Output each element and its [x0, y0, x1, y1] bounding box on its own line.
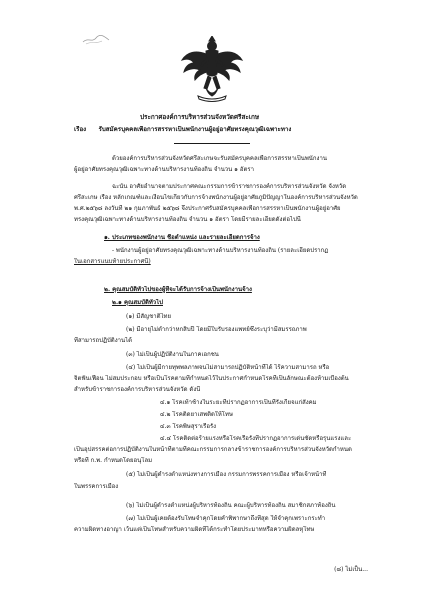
page-title: ประกาศองค์การบริหารส่วนจังหวัดศรีสะเกษ — [140, 113, 260, 121]
garuda-emblem-icon — [180, 36, 244, 104]
qualification-4-line-2: จิตฟั่นเฟือน ไม่สมประกอบ หรือเป็นโรคตามที่กำหนดไว้ในประกาศกำหนดโรคที่เป็นลักษณะต้องห้ามเบื้องต้น — [74, 375, 349, 382]
disease-3: ๔.๓ โรคพิษสุราเรื้อรัง — [160, 423, 217, 430]
qualification-1: (๑) มีสัญชาติไทย — [126, 313, 171, 320]
paragraph-2-line-2: ศรีสะเกษ เรื่อง หลักเกณฑ์และเงื่อนไขเกี่ยวกับการจ้างพนักงานผู้อยู่อาศัยภูมิปัญญาในองค์การบริหารส่วนจังหวัด — [74, 194, 358, 201]
qualification-7-line-2: ความผิดทางอาญา เว้นแต่เป็นโทษสำหรับความผิดที่ได้กระทำโดยประมาทหรือความผิดลหุโทษ — [74, 526, 315, 533]
paragraph-2-line-1: ฉะนั้น อาศัยอำนาจตามประกาศคณะกรรมการข้าราชการองค์การบริหารส่วนจังหวัด จังหวัด — [112, 183, 347, 190]
section-1-line-1: - พนักงานผู้อยู่อาศัยทรงคุณวุฒิเฉพาะทางด้านบริหารงานท้องถิ่น (รายละเอียดปรากฏ — [112, 247, 329, 254]
next-page-marker: (๘) ไม่เป็น... — [334, 566, 368, 573]
disease-4-line-1: ๔.๔ โรคติดต่อร้ายแรงหรือโรคเรื้อรังที่ปรากฏอาการเด่นชัดหรือรุนแรงและ — [160, 435, 352, 442]
disease-4-line-3: หรือที่ ก.พ. กำหนดโดยอนุโลม — [74, 457, 153, 464]
disease-2: ๔.๒ โรคติดยาเสพติดให้โทษ — [160, 411, 233, 418]
section-2-heading: ๒. คุณสมบัติทั่วไปของผู้ที่จะได้รับการจ้างเป็นพนักงานจ้าง — [104, 286, 252, 293]
subject-label: เรื่อง — [74, 126, 87, 133]
section-1-heading: ๑. ประเภทของพนักงาน ชื่อตำแหน่ง และรายละเอียดการจ้าง — [104, 234, 260, 241]
paragraph-1-line-2: ผู้อยู่อาศัยทรงคุณวุฒิเฉพาะทางด้านบริหารงานท้องถิ่น จำนวน ๑ อัตรา — [74, 166, 254, 173]
qualification-4-line-1: (๔) ไม่เป็นผู้มีกายทุพพลภาพจนไม่สามารถปฏิบัติหน้าที่ได้ ไร้ความสามารถ หรือ — [126, 364, 330, 371]
qualification-5-line-2: ในพรรคการเมือง — [74, 483, 119, 490]
paragraph-2-line-4: ทรงคุณวุฒิเฉพาะทางด้านบริหารงานท้องถิ่น จำนวน ๑ อัตรา โดยมีรายละเอียดดังต่อไปนี้ — [74, 216, 301, 223]
qualification-6: (๖) ไม่เป็นผู้ดำรงตำแหน่งผู้บริหารท้องถิ่น คณะผู้บริหารท้องถิ่น สมาชิกสภาท้องถิ่น — [126, 502, 336, 509]
qualification-2-line-1: (๒) มีอายุไม่ต่ำกว่าหกสิบปี โดยมีใบรับรองแพทย์ซึ่งระบุว่ามีสมรรถภาพ — [126, 326, 307, 333]
qualification-2-line-2: ที่สามารถปฏิบัติงานได้ — [74, 337, 133, 344]
qualification-4-line-3: สำหรับข้าราชการองค์การบริหารส่วนจังหวัด ดังนี้ — [74, 386, 201, 393]
section-2-1-heading: ๒.๑ คุณสมบัติทั่วไป — [112, 299, 163, 306]
subject-text: รับสมัครบุคคลเพื่อการสรรหาเป็นพนักงานผู้อยู่อาศัยทรงคุณวุฒิเฉพาะทาง — [98, 126, 292, 133]
paragraph-2-line-3: พ.ศ.๒๕๖๘ ลงวันที่ ๒๑ กุมภาพันธ์ ๒๕๖๘ จึงประกาศรับสมัครบุคคลเพื่อการสรรหาเป็นพนักงานผู้อยู่อาศัย — [74, 205, 341, 212]
qualification-5-line-1: (๕) ไม่เป็นผู้ดำรงตำแหน่งทางการเมือง กรรมการพรรคการเมือง หรือเจ้าหน้าที่ — [126, 471, 327, 478]
title-divider — [174, 143, 250, 144]
paragraph-1-line-1: ด้วยองค์การบริหารส่วนจังหวัดศรีสะเกษจะรับสมัครบุคคลเพื่อการสรรหาเป็นพนักงาน — [112, 155, 327, 162]
scan-artifact — [82, 33, 110, 45]
section-1-line-2: ในเอกสารแนบท้ายประกาศนี้) — [74, 258, 151, 265]
subject-line — [74, 126, 291, 134]
disease-1: ๔.๑ โรคเท้าช้างในระยะที่ปรากฏอาการเป็นที่รังเกียจแก่สังคม — [160, 399, 317, 406]
qualification-3: (๓) ไม่เป็นผู้ปฏิบัติงานในภาคเอกชน — [126, 351, 219, 358]
qualification-7-line-1: (๗) ไม่เป็นผู้เคยต้องรับโทษจำคุกโดยคำพิพากษาถึงที่สุด ให้จำคุกเพราะกระทำ — [126, 515, 326, 522]
disease-4-line-2: เป็นอุปสรรคต่อการปฏิบัติงานในหน้าที่ตามที่คณะกรรมการกลางข้าราชการองค์การบริหารส่วนจังหวัดกำหนด — [74, 446, 352, 453]
